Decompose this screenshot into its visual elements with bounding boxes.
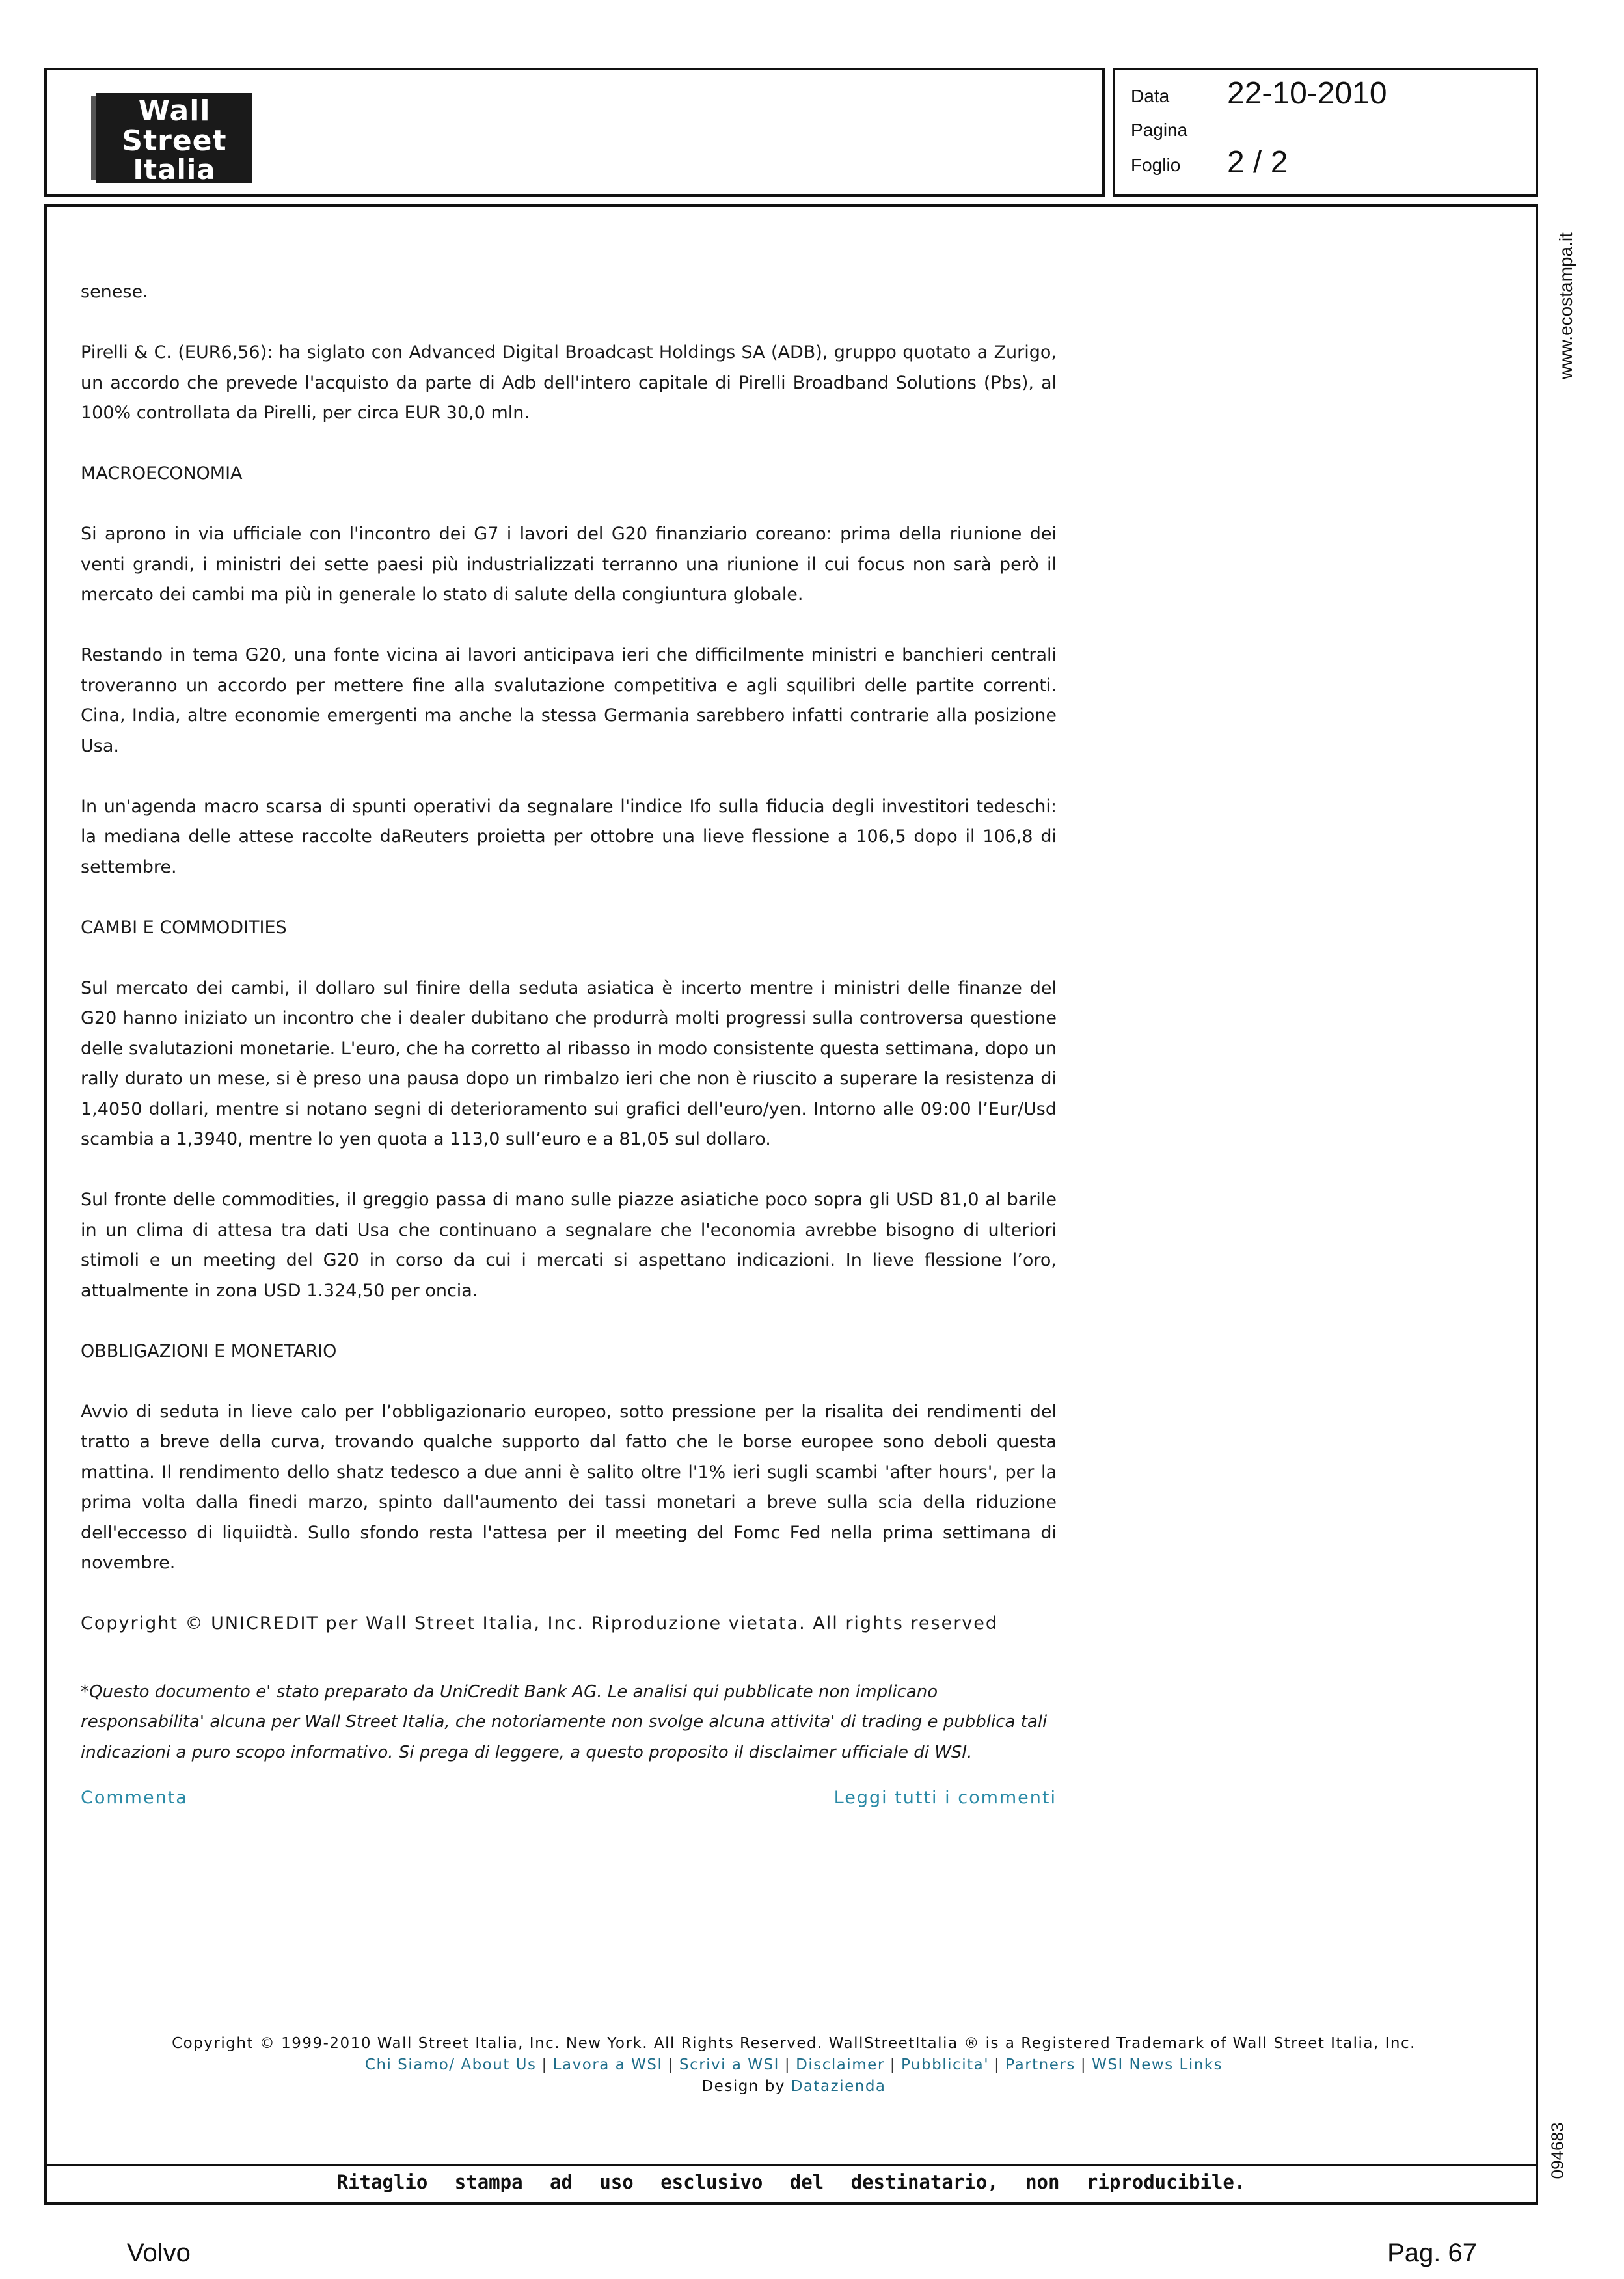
masthead-box — [44, 68, 1105, 197]
read-all-comments-link[interactable]: Leggi tutti i commenti — [833, 1788, 1057, 1808]
article-copyright: Copyright © UNICREDIT per Wall Street Italia, Inc. Riproduzione vietata. All rights reserved — [81, 1613, 999, 1633]
footer-copyright: Copyright © 1999-2010 Wall Street Italia, Inc. New York. All Rights Reserved. WallStreetItalia ® is a Registered Trademark of Wall Street Italia, Inc. — [172, 2035, 1416, 2052]
date-value: 22-10-2010 — [1227, 76, 1387, 111]
paragraph: Pirelli & C. (EUR6,56): ha siglato con Advanced Digital Broadcast Holdings SA (ADB), gruppo quotato a Zurigo, un accordo che prevede l'acquisto da parte di Adb dell'intero capitale di Pirelli Broadband Solutions (Pbs), al 100% controllata da Pirelli, per circa EUR 30,0 mln. — [81, 342, 1057, 423]
section-heading: MACROECONOMIA — [81, 463, 243, 484]
paragraph: Sul mercato dei cambi, il dollaro sul finire della seduta asiatica è incerto mentre i ministri delle finanze del G20 hanno iniziato un incontro che i dealer dubitano che produrrà molti progressi sulla controversa questione delle svalutazioni monetarie. L'euro, che ha corretto al ribasso in modo consistente questa settimana, dopo un rally durato un mese, si è preso una pausa dopo un rimbalzo ieri che non è riuscito a superare la resistenza di 1,4050 dollari, mentre si notano segni di deterioramento sui grafici dell'euro/yen. Intorno alle 09:00 l’Eur/Usd scambia a 1,3940, mentre lo yen quota a 113,0 sull’euro e a 81,05 sul dollaro. — [81, 977, 1057, 1149]
paragraph: Avvio di seduta in lieve calo per l’obbligazionario europeo, sotto pressione per la risalita dei rendimenti del tratto a breve della curva, trovando qualche supporto dal fatto che le borse europee sono deboli questa mattina. Il rendimento dello shatz tedesco a due anni è salito oltre l'1% ieri sugli scambi 'after hours', per la prima volta dalla finedi marzo, spinto dall'aumento dei tassi monetari a breve sulla scia della riduzione dell'eccesso di liquiidtà. Sullo sfondo resta l'attesa per il meeting del Fomc Fed nella prima settimana di novembre. — [81, 1401, 1057, 1573]
issue-info-box — [1113, 68, 1538, 197]
comment-links-row — [81, 1783, 1057, 1813]
paragraph: In un'agenda macro scarsa di spunti operativi da segnalare l'indice Ifo sulla fiducia degli investitori tedeschi: la mediana delle attese raccolte daReuters proietta per ottobre una lieve flessione a 106,5 dopo il 106,8 di settembre. — [81, 796, 1057, 877]
client-name: Volvo — [127, 2239, 191, 2267]
wall-street-italia-logo — [91, 93, 254, 183]
side-url: www.ecostampa.it — [1556, 232, 1576, 379]
paragraph: Restando in tema G20, una fonte vicina ai lavori anticipava ieri che difficilmente ministri e banchieri centrali troveranno un accordo per mettere fine alla svalutazione competitiva e agli squilibri delle partite correnti. Cina, India, altre economie emergenti ma anche la stessa Germania sarebbero infatti contrarie alla posizione Usa. — [81, 645, 1057, 756]
site-footer — [47, 2033, 1541, 2097]
svg-text:Wall: Wall — [138, 94, 211, 128]
separator: | — [994, 2056, 1001, 2073]
svg-text:Street: Street — [122, 124, 227, 157]
paragraph: Si aprono in via ufficiale con l'incontro dei G7 i lavori del G20 finanziario coreano: prima della riunione dei venti grandi, i ministri dei sette paesi più industrializzati terranno una riunione il cui focus non sarà però il mercato dei cambi ma più in generale lo stato di salute della congiuntura globale. — [81, 524, 1057, 605]
page-label: Pagina — [1131, 120, 1188, 140]
footer-link-about[interactable]: Chi Siamo/ About Us — [364, 2056, 537, 2073]
separator: | — [541, 2056, 548, 2073]
comment-link[interactable]: Commenta — [81, 1788, 188, 1808]
footer-link-advertising[interactable]: Pubblicita' — [901, 2056, 990, 2073]
content-frame — [44, 204, 1538, 2205]
disclaimer-text: *Questo documento e' stato preparato da UniCredit Bank AG. Le analisi qui pubblicate non implicano responsabilita' alcuna per Wall Street Italia, che notoriamente non svolge alcuna attivita' di trading e pubblica tali indicazioni a puro scopo informativo. Si prega di leggere, a questo proposito il disclaimer ufficiale di WSI. — [81, 1682, 1048, 1762]
section-heading: OBBLIGAZIONI E MONETARIO — [81, 1341, 337, 1361]
sheet-label: Foglio — [1131, 155, 1181, 175]
separator: | — [668, 2056, 674, 2073]
separator: | — [1080, 2056, 1087, 2073]
separator: | — [784, 2056, 791, 2073]
footer-link-disclaimer[interactable]: Disclaimer — [796, 2056, 885, 2073]
svg-text:Italia: Italia — [133, 154, 216, 183]
footer-design-credit — [47, 2076, 1541, 2097]
design-label: Design by — [701, 2078, 785, 2095]
separator: | — [889, 2056, 897, 2073]
page-number: Pag. 67 — [1387, 2239, 1477, 2267]
article-body — [81, 277, 1057, 1813]
design-link[interactable]: Datazienda — [791, 2078, 886, 2095]
sheet-value: 2 / 2 — [1227, 145, 1288, 180]
side-code: 094683 — [1547, 2122, 1567, 2179]
footer-link-jobs[interactable]: Lavora a WSI — [552, 2056, 663, 2073]
footer-link-news-links[interactable]: WSI News Links — [1092, 2056, 1223, 2073]
footer-link-partners[interactable]: Partners — [1005, 2056, 1076, 2073]
date-label: Data — [1131, 86, 1170, 106]
clipping-notice: Ritaglio stampa ad uso esclusivo del destinatario, non riproducibile. — [47, 2164, 1536, 2202]
paragraph: Sul fronte delle commodities, il greggio passa di mano sulle piazze asiatiche poco sopra gli USD 81,0 al barile in un clima di attesa tra dati Usa che continuano a segnalare che l'economia avrebbe bisogno di ulteriori stimoli e un meeting del G20 in corso da cui i mercati si aspettano indicazioni. In lieve flessione l’oro, attualmente in zona USD 1.324,50 per oncia. — [81, 1190, 1057, 1301]
section-heading: CAMBI E COMMODITIES — [81, 917, 287, 938]
footer-link-write[interactable]: Scrivi a WSI — [679, 2056, 779, 2073]
footer-nav — [47, 2054, 1541, 2076]
paragraph: senese. — [81, 282, 148, 302]
